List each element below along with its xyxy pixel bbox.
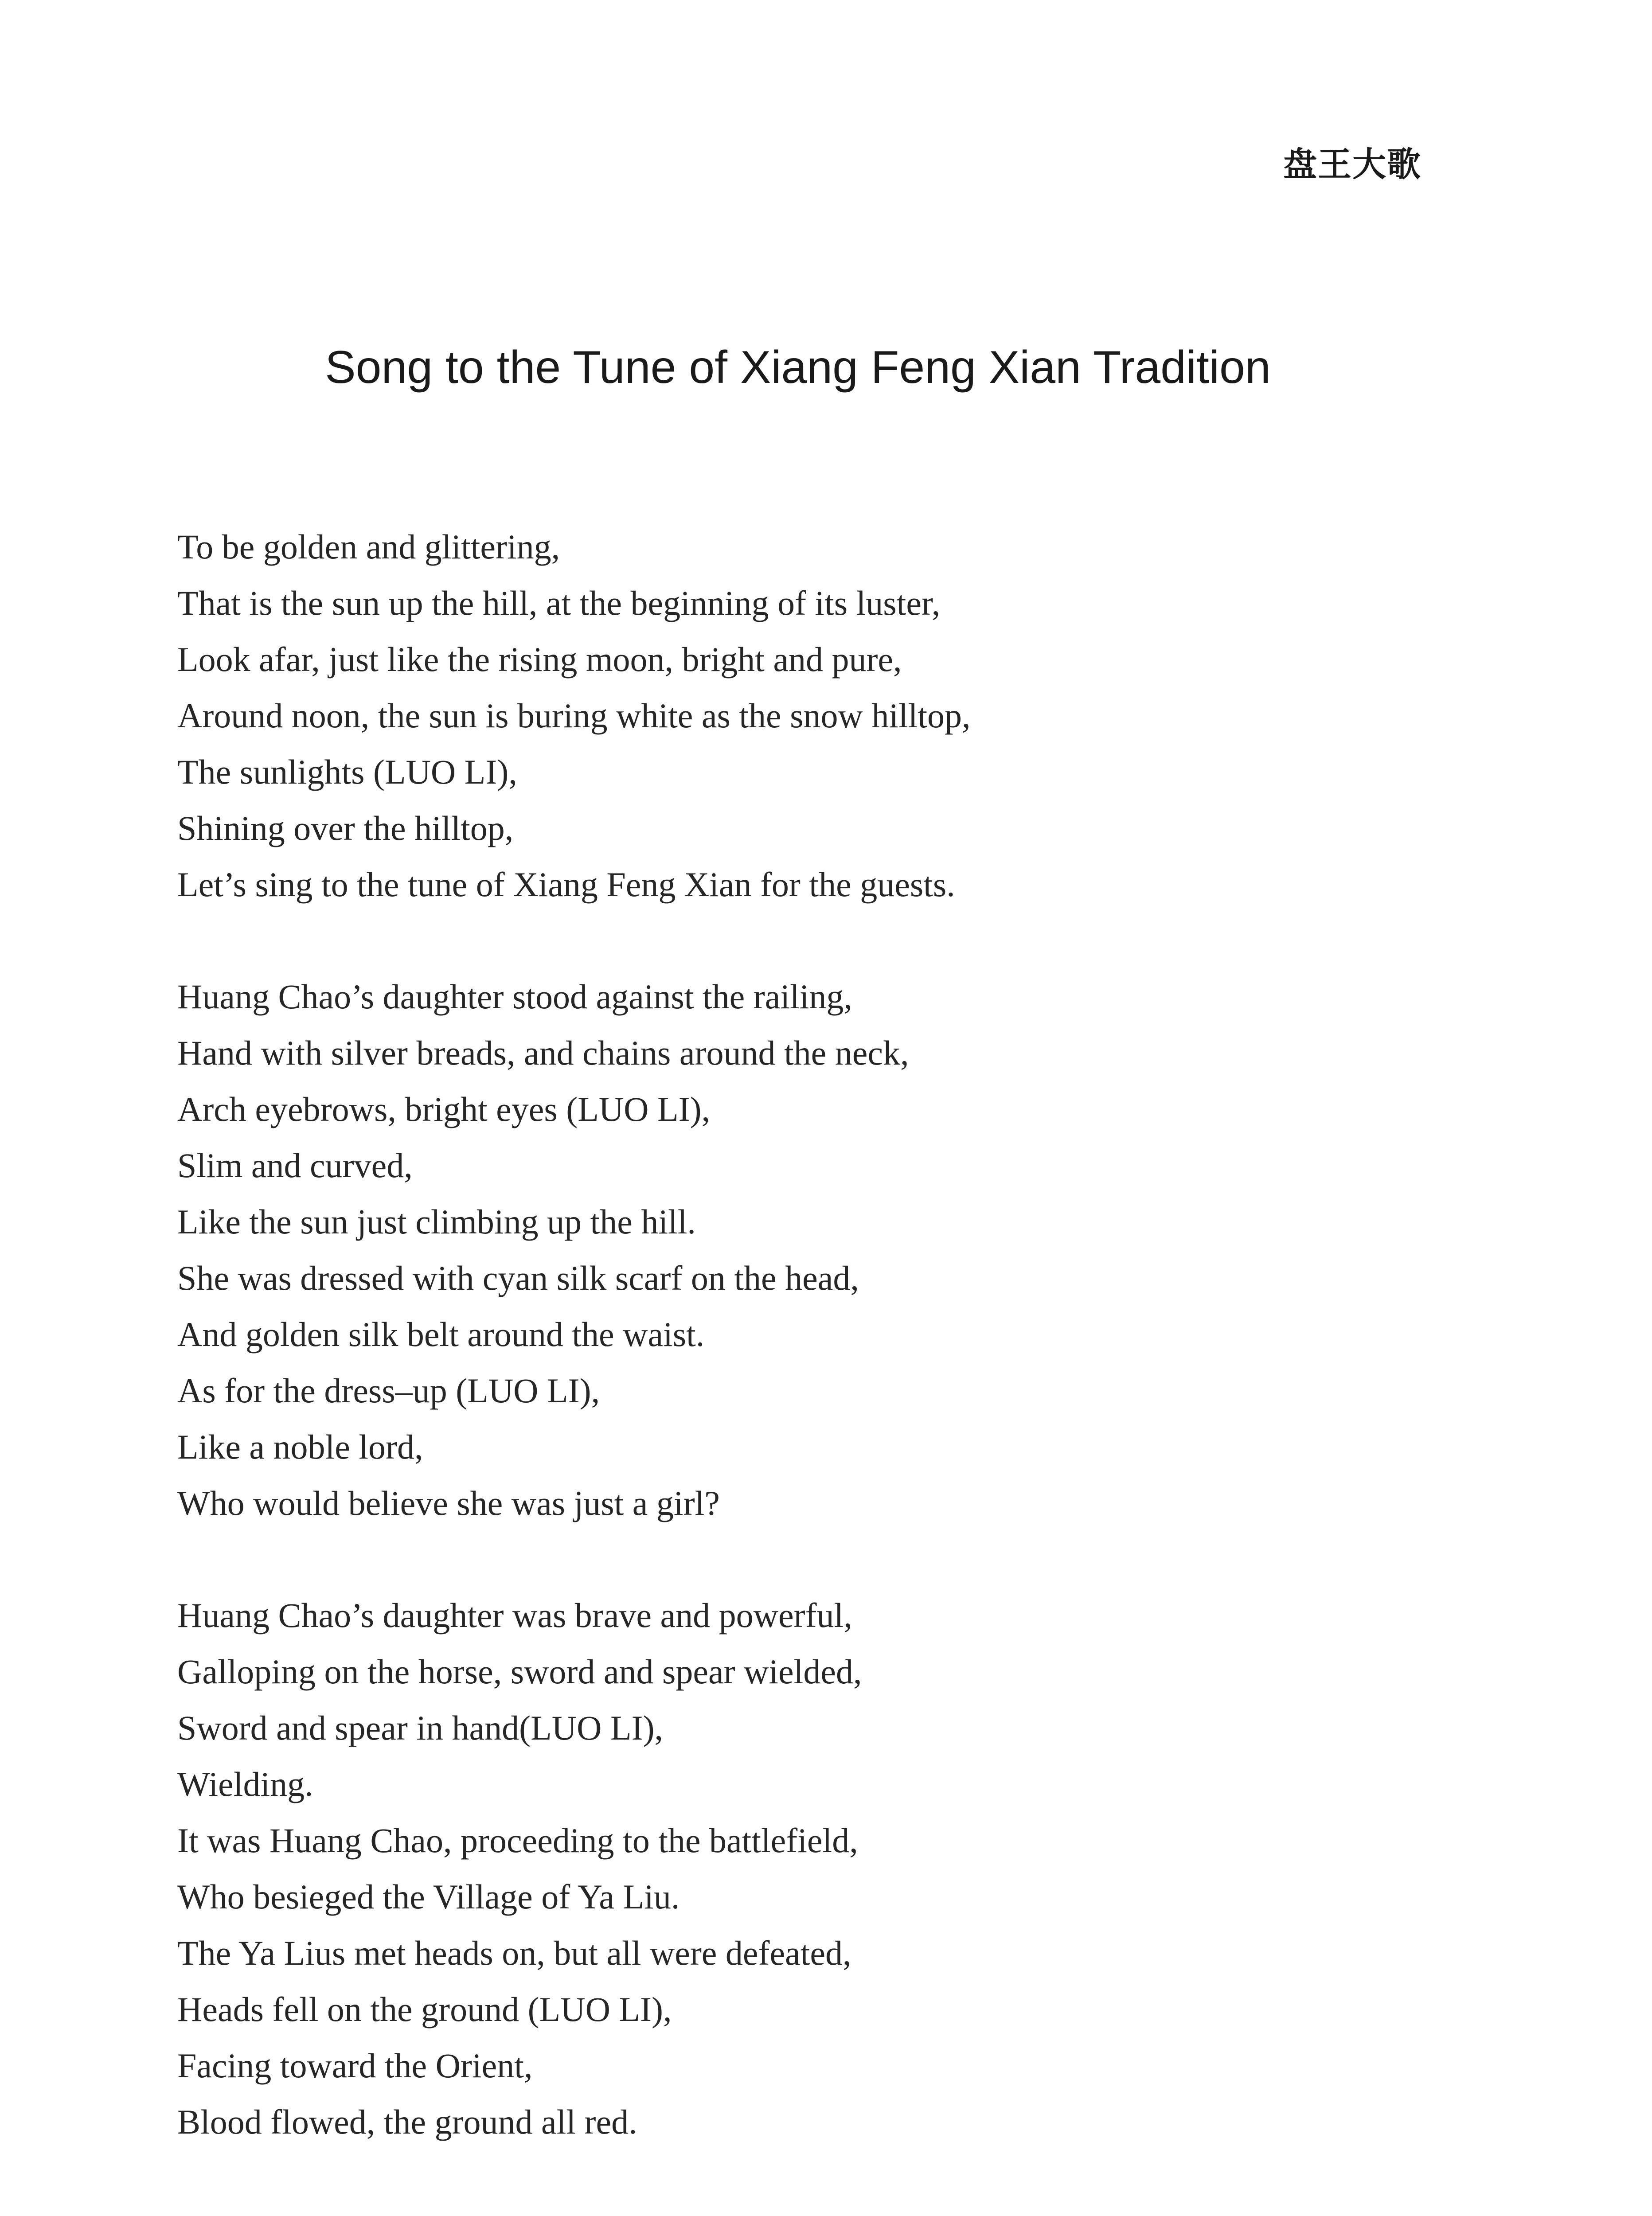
poem-line: The sunlights (LUO LI), [177,753,517,791]
poem-line: Who besieged the Village of Ya Liu. [177,1877,680,1916]
poem-line: As for the dress–up (LUO LI), [177,1371,600,1410]
poem-body [177,519,1463,2206]
poem-line: And golden silk belt around the waist. [177,1315,705,1354]
poem-line: Like the sun just climbing up the hill. [177,1202,696,1241]
poem-line: Hand with silver breads, and chains around the neck, [177,1034,909,1072]
poem-line: She was dressed with cyan silk scarf on the head, [177,1259,859,1297]
poem-line: Blood flowed, the ground all red. [177,2103,637,2141]
poem-line: Huang Chao’s daughter stood against the railing, [177,977,852,1016]
poem-line: Let’s sing to the tune of Xiang Feng Xian for the guests. [177,865,955,904]
poem-line: It was Huang Chao, proceeding to the battlefield, [177,1821,858,1860]
poem-line: Wielding. [177,1765,313,1803]
poem-line: The Ya Lius met heads on, but all were defeated, [177,1934,851,1972]
poem-line: To be golden and glittering, [177,527,560,566]
poem-line: Shining over the hilltop, [177,809,514,847]
poem-line: Heads fell on the ground (LUO LI), [177,1990,672,2029]
poem-line: Galloping on the horse, sword and spear wielded, [177,1652,862,1691]
poem-line: Arch eyebrows, bright eyes (LUO LI), [177,1090,711,1128]
poem-line: That is the sun up the hill, at the beginning of its luster, [177,584,941,622]
poem-title: Song to the Tune of Xiang Feng Xian Tradition [325,342,1271,393]
stanza-2 [177,968,1463,1531]
poem-line: Facing toward the Orient, [177,2046,533,2085]
poem-line: Huang Chao’s daughter was brave and powerful, [177,1596,852,1635]
running-header: 盘王大歌 [1283,144,1422,184]
poem-line: Who would believe she was just a girl? [177,1484,720,1522]
poem-line: Slim and curved, [177,1146,413,1185]
poem-line: Look afar, just like the rising moon, bright and pure, [177,640,902,679]
stanza-1 [177,519,1463,913]
poem-line: Sword and spear in hand(LUO LI), [177,1709,664,1747]
poem-line: Like a noble lord, [177,1428,423,1466]
stanza-3 [177,1587,1463,2150]
poem-line: Around noon, the sun is buring white as the snow hilltop, [177,696,971,735]
